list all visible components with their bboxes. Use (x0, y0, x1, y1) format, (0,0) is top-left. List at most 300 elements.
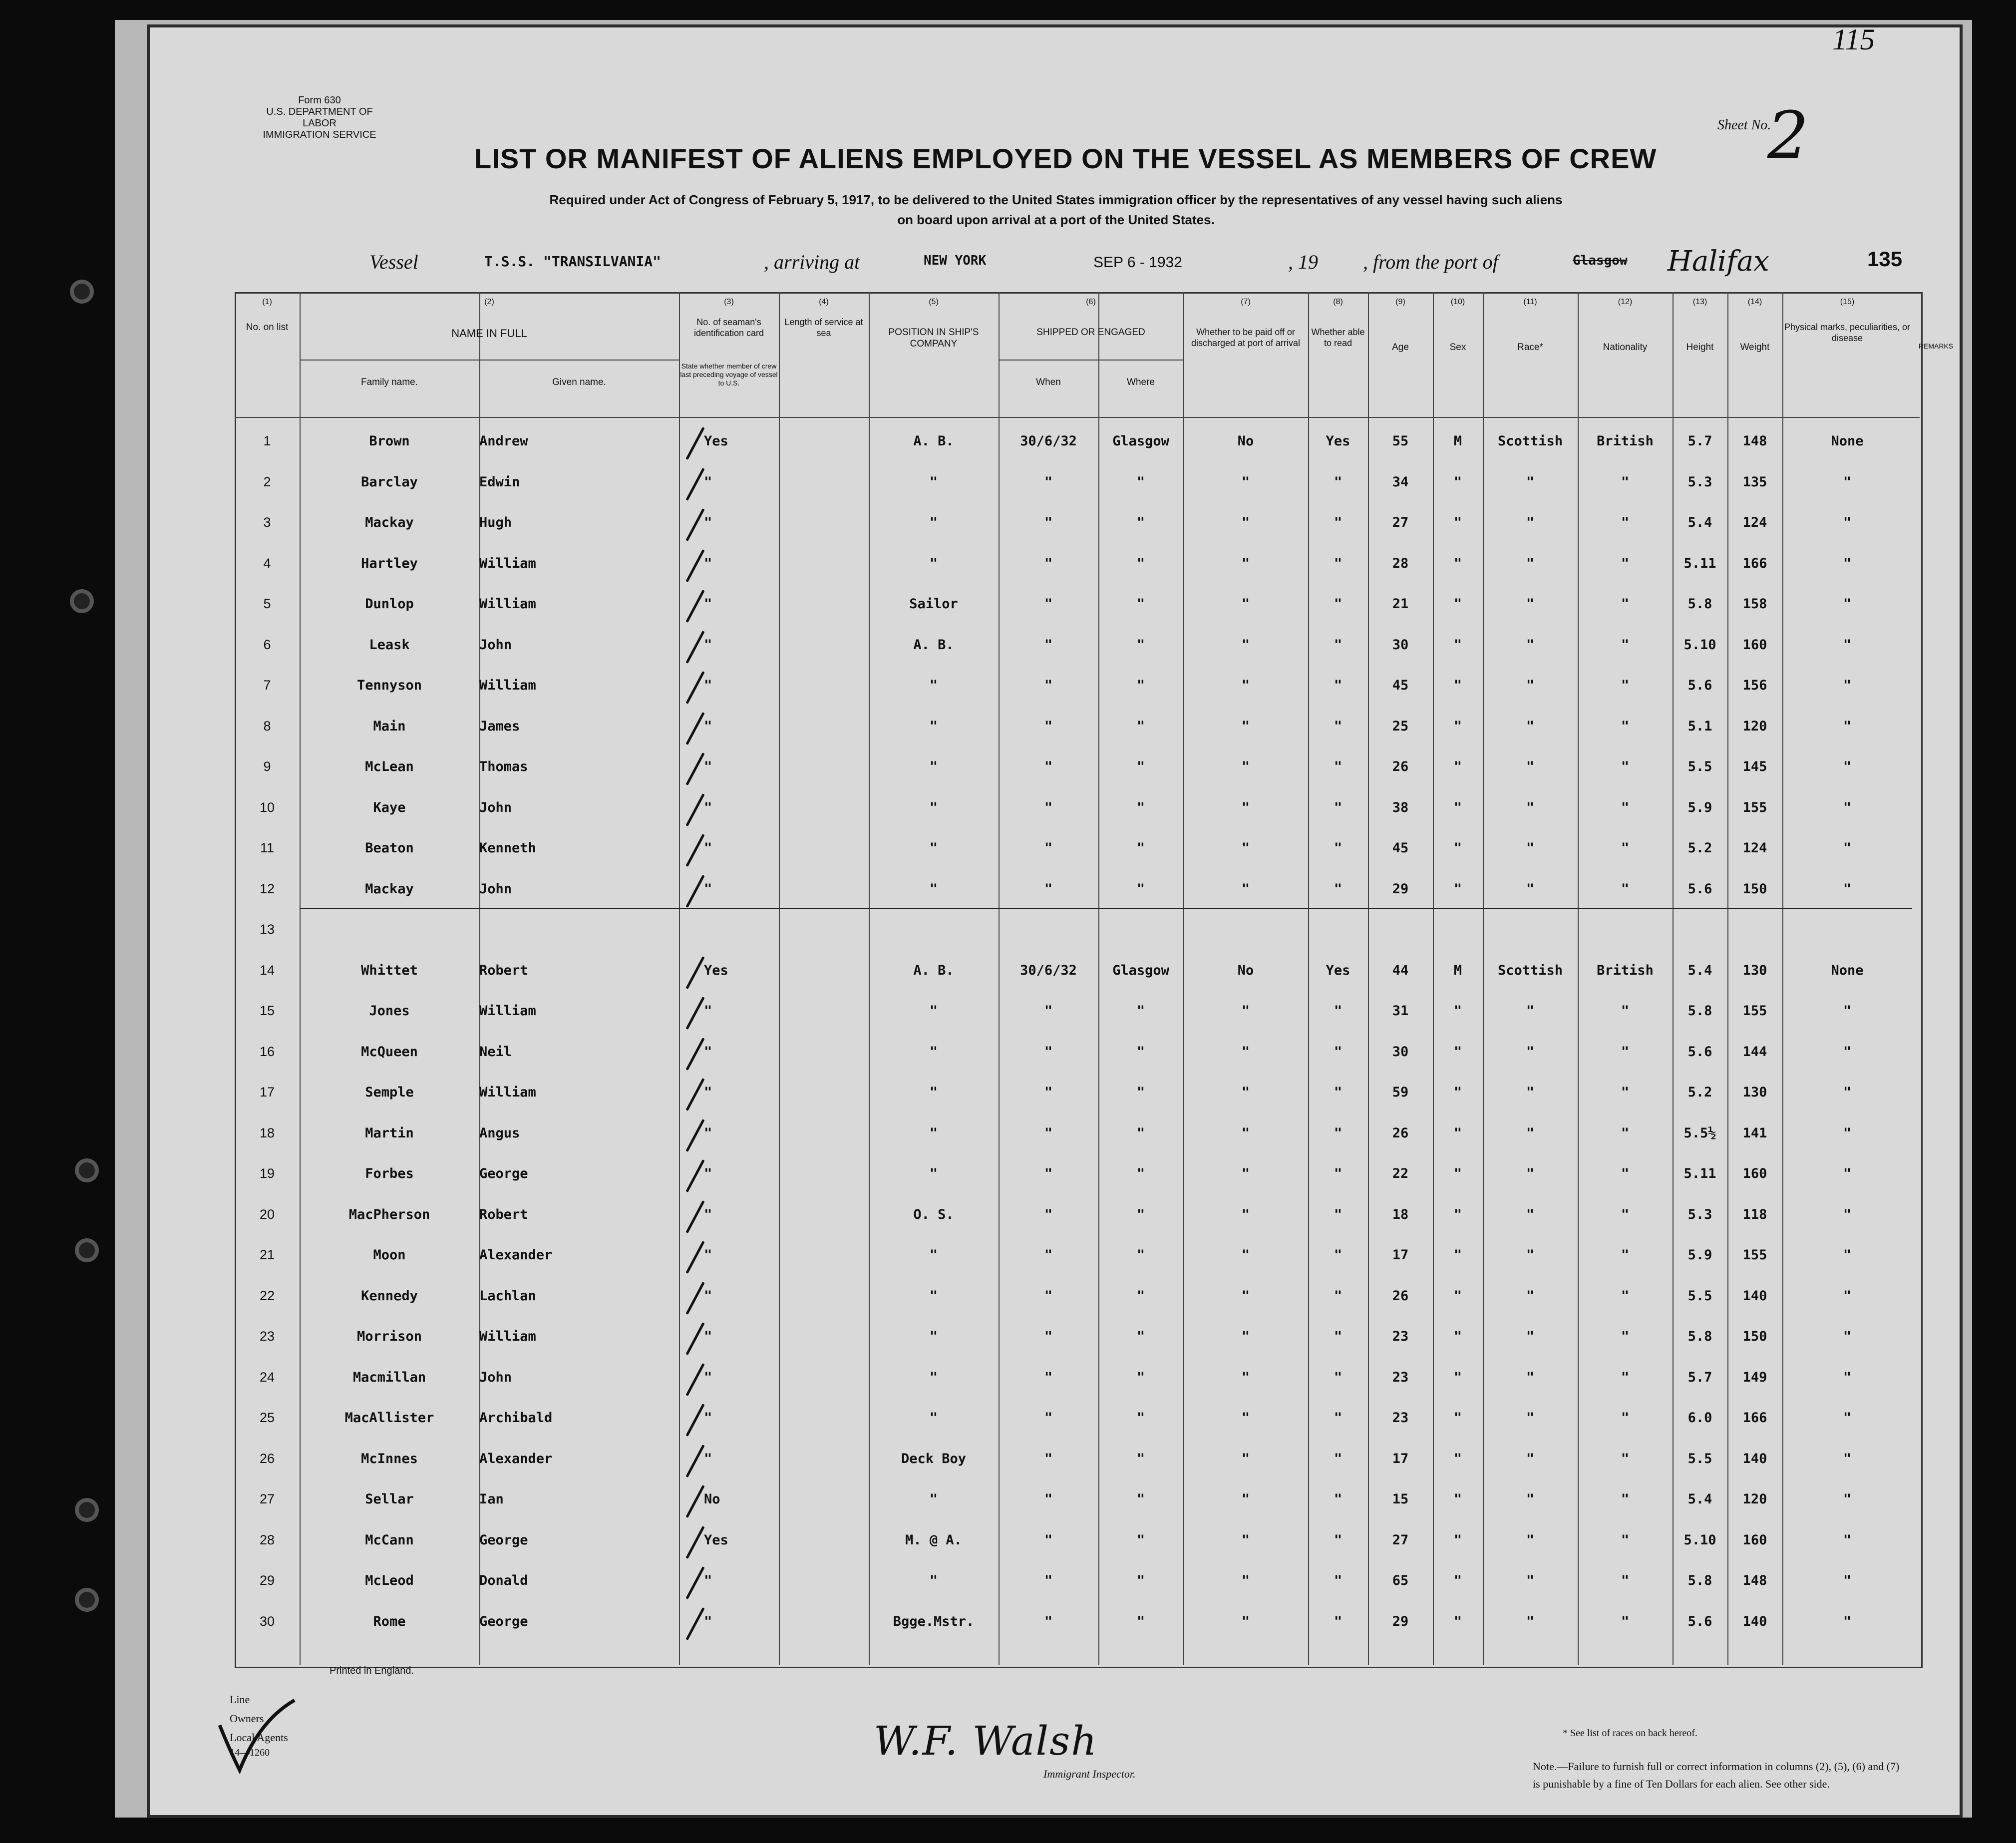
shipped-where: " (1136, 1451, 1145, 1467)
sex: " (1453, 799, 1462, 815)
race: " (1526, 840, 1535, 856)
row-number: 24 (259, 1369, 275, 1385)
shipped-where: " (1136, 1410, 1145, 1426)
height: 5.3 (1687, 474, 1712, 490)
sex: " (1453, 1491, 1462, 1507)
family-name: Sellar (365, 1491, 414, 1507)
physical-marks: " (1843, 1288, 1852, 1304)
given-name: William (479, 1085, 536, 1100)
able-to-read: " (1334, 474, 1343, 490)
col-num-5: (5) (929, 298, 939, 306)
physical-marks: " (1843, 718, 1852, 734)
id-card: " (704, 718, 712, 734)
height: 5.10 (1683, 1532, 1716, 1548)
given-name: Kenneth (479, 840, 536, 856)
weight: 120 (1742, 1491, 1767, 1507)
race: " (1526, 1410, 1535, 1426)
nationality: " (1621, 1532, 1630, 1548)
inspector-signature: W.F. Walsh (874, 1718, 1098, 1764)
given-name: George (479, 1166, 528, 1181)
family-name: McLeod (365, 1573, 414, 1588)
able-to-read: " (1334, 1288, 1343, 1304)
position: " (929, 1044, 938, 1060)
shipped-when: " (1044, 678, 1053, 693)
shipped-when: " (1044, 1125, 1053, 1141)
shipped-where: " (1136, 1288, 1145, 1304)
paid-off: " (1241, 1206, 1250, 1222)
age: 23 (1392, 1410, 1409, 1426)
id-card: Yes (704, 433, 728, 449)
agents-label: Local Agents (230, 1731, 288, 1744)
shipped-where: " (1136, 678, 1145, 693)
weight: 149 (1742, 1369, 1767, 1385)
nationality: " (1621, 718, 1630, 734)
height: 5.4 (1687, 1491, 1712, 1507)
physical-marks: " (1843, 1044, 1852, 1060)
id-card: " (704, 637, 712, 653)
position: " (929, 1410, 938, 1426)
row-number: 27 (259, 1491, 275, 1506)
paid-off: " (1241, 1044, 1250, 1060)
able-to-read: " (1334, 1044, 1343, 1060)
paid-off: " (1241, 555, 1250, 571)
physical-marks: " (1843, 1451, 1852, 1467)
able-to-read: " (1334, 596, 1343, 612)
sex: M (1453, 962, 1462, 978)
given-name: Thomas (479, 759, 528, 774)
given-name: John (479, 637, 512, 653)
weight: 155 (1742, 1247, 1767, 1263)
weight: 145 (1742, 759, 1767, 774)
form-number: Form 630 (298, 95, 341, 106)
row-number: 12 (259, 881, 275, 896)
family-name: Tennyson (356, 678, 422, 693)
race: " (1526, 759, 1535, 774)
binder-hole (75, 1158, 99, 1182)
physical-marks: " (1843, 1573, 1852, 1588)
paid-off: " (1241, 637, 1250, 653)
sex: " (1453, 840, 1462, 856)
able-to-read: " (1334, 555, 1343, 571)
col-num-12: (12) (1618, 298, 1633, 306)
shipped-when: " (1044, 1613, 1053, 1629)
age: 29 (1392, 881, 1409, 897)
weight: 120 (1742, 718, 1767, 734)
sex: " (1453, 515, 1462, 530)
col-num-3: (3) (724, 298, 734, 306)
paid-off: " (1241, 596, 1250, 612)
race: " (1526, 515, 1535, 530)
nationality: " (1621, 1491, 1630, 1507)
vessel-name: T.S.S. "TRANSILVANIA" (484, 253, 662, 270)
weight: 124 (1742, 840, 1767, 856)
given-name: Robert (479, 962, 528, 978)
position: " (929, 840, 938, 856)
col-header-height: Height (1686, 342, 1714, 353)
race: " (1526, 1491, 1535, 1507)
sex: " (1453, 718, 1462, 734)
check-mark-icon (210, 1690, 300, 1780)
family-name: Hartley (361, 555, 418, 571)
weight: 158 (1742, 596, 1767, 612)
arrival-date: SEP 6 - 1932 (1093, 254, 1182, 271)
id-card: " (704, 881, 712, 897)
row-number: 28 (259, 1532, 275, 1547)
age: 25 (1392, 718, 1409, 734)
row-number: 23 (259, 1329, 275, 1344)
given-name: William (479, 596, 536, 612)
height: 5.7 (1687, 433, 1712, 449)
physical-marks: " (1843, 1369, 1852, 1385)
paid-off: " (1241, 1369, 1250, 1385)
physical-marks: " (1843, 1491, 1852, 1507)
nationality: " (1621, 1125, 1630, 1141)
race: " (1526, 637, 1535, 653)
able-to-read: " (1334, 1085, 1343, 1100)
nationality: " (1621, 1003, 1630, 1019)
shipped-when: " (1044, 1247, 1053, 1263)
id-card: " (704, 596, 712, 612)
able-to-read: Yes (1326, 433, 1350, 449)
row-number: 26 (259, 1451, 275, 1466)
age: 59 (1392, 1085, 1409, 1100)
paid-off: " (1241, 1288, 1250, 1304)
position: " (929, 1247, 938, 1263)
inspector-label: Immigrant Inspector. (1043, 1768, 1136, 1780)
weight: 166 (1742, 1410, 1767, 1426)
age: 29 (1392, 1613, 1409, 1629)
section-divider (300, 908, 1912, 909)
able-to-read: " (1334, 1247, 1343, 1263)
physical-marks: " (1843, 1329, 1852, 1344)
race: " (1526, 596, 1535, 612)
physical-marks: " (1843, 1003, 1852, 1019)
nationality: " (1621, 1369, 1630, 1385)
weight: 160 (1742, 1532, 1767, 1548)
nationality: " (1621, 1451, 1630, 1467)
paid-off: " (1241, 799, 1250, 815)
col-num-9: (9) (1395, 298, 1405, 306)
shipped-when: " (1044, 1491, 1053, 1507)
height: 5.9 (1687, 1247, 1712, 1263)
shipped-where: Glasgow (1112, 962, 1169, 978)
sheet-label: Sheet No. (1717, 117, 1771, 133)
agents-code: 14—1260 (230, 1747, 270, 1758)
weight: 135 (1742, 474, 1767, 490)
from-port-struck: Glasgow (1573, 253, 1628, 268)
col-num-1: (1) (262, 298, 272, 306)
nationality: " (1621, 1613, 1630, 1629)
position: A. B. (913, 637, 954, 653)
height: 5.4 (1687, 515, 1712, 530)
col-header-nationality: Nationality (1603, 342, 1648, 353)
col-header-remarks: REMARKS (1918, 342, 1954, 350)
shipped-when: " (1044, 718, 1053, 734)
shipped-when: " (1044, 1166, 1053, 1181)
physical-marks: " (1843, 596, 1852, 612)
id-card: " (704, 1125, 712, 1141)
paid-off: " (1241, 1451, 1250, 1467)
id-card: " (704, 515, 712, 530)
weight: 156 (1742, 678, 1767, 693)
row-number: 5 (263, 596, 271, 611)
id-card: " (704, 1369, 712, 1385)
shipped-where: " (1136, 1125, 1145, 1141)
family-name: Dunlop (365, 596, 414, 612)
position: " (929, 474, 938, 490)
paid-off: " (1241, 1247, 1250, 1263)
sex: " (1453, 1329, 1462, 1344)
line-label: Line (230, 1693, 250, 1706)
row-number: 2 (263, 474, 271, 489)
id-card: " (704, 1613, 712, 1629)
binder-hole (70, 280, 94, 304)
nationality: British (1597, 962, 1654, 978)
height: 5.6 (1687, 1044, 1712, 1060)
position: " (929, 1166, 938, 1181)
sex: " (1453, 1003, 1462, 1019)
sex: " (1453, 1247, 1462, 1263)
age: 26 (1392, 1288, 1409, 1304)
physical-marks: " (1843, 474, 1852, 490)
race: " (1526, 1451, 1535, 1467)
physical-marks: None (1831, 962, 1864, 978)
id-card: " (704, 1288, 712, 1304)
able-to-read: " (1334, 840, 1343, 856)
race: " (1526, 555, 1535, 571)
able-to-read: " (1334, 799, 1343, 815)
shipped-where: " (1136, 1532, 1145, 1548)
col-num-10: (10) (1450, 298, 1465, 306)
age: 28 (1392, 555, 1409, 571)
nationality: British (1597, 433, 1654, 449)
col-header-card: No. of seaman's identification card (693, 317, 764, 338)
age: 45 (1392, 840, 1409, 856)
row-number: 14 (259, 962, 275, 978)
paid-off: " (1241, 515, 1250, 530)
col-num-2: (2) (484, 298, 494, 306)
nationality: " (1621, 881, 1630, 897)
given-name: Robert (479, 1206, 528, 1222)
weight: 118 (1742, 1206, 1767, 1222)
family-name: MacAllister (344, 1410, 434, 1426)
col-header-weight: Weight (1740, 342, 1770, 353)
physical-marks: " (1843, 1532, 1852, 1548)
position: " (929, 1125, 938, 1141)
able-to-read: " (1334, 515, 1343, 530)
nationality: " (1621, 515, 1630, 530)
race: " (1526, 1085, 1535, 1100)
row-number: 22 (259, 1288, 275, 1303)
age: 22 (1392, 1166, 1409, 1181)
able-to-read: " (1334, 1613, 1343, 1629)
height: 5.6 (1687, 1613, 1712, 1629)
id-card: " (704, 1003, 712, 1019)
age: 65 (1392, 1573, 1409, 1588)
row-number: 30 (259, 1613, 275, 1629)
id-card: " (704, 799, 712, 815)
shipped-where: " (1136, 759, 1145, 774)
height: 5.6 (1687, 678, 1712, 693)
row-number: 7 (263, 678, 271, 693)
shipped-when: " (1044, 1532, 1053, 1548)
race: Scottish (1497, 433, 1563, 449)
weight: 144 (1742, 1044, 1767, 1060)
nationality: " (1621, 555, 1630, 571)
height: 5.4 (1687, 962, 1712, 978)
id-card: Yes (704, 962, 728, 978)
arriving-port: NEW YORK (924, 253, 987, 268)
height: 5.5 (1687, 1451, 1712, 1467)
family-name: Leask (369, 637, 410, 653)
id-card: " (704, 1410, 712, 1426)
binder-hole (75, 1238, 99, 1262)
given-name: John (479, 881, 512, 897)
sex: " (1453, 637, 1462, 653)
shipped-where: " (1136, 637, 1145, 653)
height: 5.9 (1687, 799, 1712, 815)
weight: 130 (1742, 1085, 1767, 1100)
row-number: 3 (263, 515, 271, 530)
height: 5.8 (1687, 596, 1712, 612)
shipped-where: " (1136, 1044, 1145, 1060)
height: 6.0 (1687, 1410, 1712, 1426)
family-name: Whittet (361, 962, 418, 978)
binder-hole (70, 589, 94, 613)
sex: " (1453, 1125, 1462, 1141)
given-name: Edwin (479, 474, 520, 490)
race: " (1526, 1206, 1535, 1222)
paid-off: " (1241, 474, 1250, 490)
family-name: Kennedy (361, 1288, 418, 1304)
col-header-position: POSITION IN SHIP'S COMPANY (888, 327, 979, 349)
paid-off: " (1241, 1410, 1250, 1426)
sex: " (1453, 1613, 1462, 1629)
able-to-read: " (1334, 718, 1343, 734)
paid-off: " (1241, 1532, 1250, 1548)
position: M. @ A. (905, 1532, 962, 1548)
position: " (929, 1369, 938, 1385)
height: 5.2 (1687, 840, 1712, 856)
able-to-read: " (1334, 1166, 1343, 1181)
col-header-shipped: SHIPPED OR ENGAGED (1036, 327, 1145, 338)
able-to-read: " (1334, 1369, 1343, 1385)
service: IMMIGRATION SERVICE (263, 129, 376, 140)
department: U.S. DEPARTMENT OF LABOR (266, 106, 373, 129)
page-title: LIST OR MANIFEST OF ALIENS EMPLOYED ON THE VESSEL AS MEMBERS OF CREW (474, 143, 1657, 174)
id-card: " (704, 1451, 712, 1467)
col-num-6: (6) (1086, 298, 1096, 306)
height: 5.7 (1687, 1369, 1712, 1385)
col-num-4: (4) (819, 298, 829, 306)
given-name: Alexander (479, 1247, 553, 1263)
shipped-when: " (1044, 799, 1053, 815)
height: 5.5½ (1683, 1125, 1716, 1141)
from-port-handwritten: Halifax (1668, 245, 1769, 278)
race: " (1526, 1369, 1535, 1385)
family-name: Beaton (365, 840, 414, 856)
paid-off: " (1241, 1085, 1250, 1100)
height: 5.8 (1687, 1003, 1712, 1019)
family-name: McInnes (361, 1451, 418, 1467)
race: " (1526, 1125, 1535, 1141)
able-to-read: " (1334, 1532, 1343, 1548)
nationality: " (1621, 1206, 1630, 1222)
shipped-when: " (1044, 1451, 1053, 1467)
shipped-when: " (1044, 1003, 1053, 1019)
id-card: " (704, 1206, 712, 1222)
physical-marks: " (1843, 1410, 1852, 1426)
able-to-read: " (1334, 1573, 1343, 1588)
shipped-when: " (1044, 881, 1053, 897)
race: " (1526, 1288, 1535, 1304)
height: 5.1 (1687, 718, 1712, 734)
physical-marks: " (1843, 1613, 1852, 1629)
shipped-when: " (1044, 759, 1053, 774)
race: " (1526, 1532, 1535, 1548)
fine-note-2: is punishable by a fine of Ten Dollars for each alien. See other side. (1533, 1778, 1830, 1790)
shipped-when: " (1044, 1410, 1053, 1426)
row-number: 29 (259, 1573, 275, 1588)
id-card: " (704, 1166, 712, 1181)
id-card: " (704, 1247, 712, 1263)
shipped-where: " (1136, 1003, 1145, 1019)
physical-marks: " (1843, 759, 1852, 774)
shipped-where: " (1136, 1166, 1145, 1181)
position: " (929, 1329, 938, 1344)
shipped-where: " (1136, 1369, 1145, 1385)
id-card: " (704, 1085, 712, 1100)
weight: 150 (1742, 881, 1767, 897)
id-card: No (704, 1491, 720, 1507)
printed-note: Printed in England. (330, 1665, 414, 1676)
position: " (929, 1085, 938, 1100)
row-number: 13 (259, 922, 275, 937)
physical-marks: " (1843, 799, 1852, 815)
family-name: Brown (369, 433, 410, 449)
col-num-11: (11) (1523, 298, 1537, 306)
weight: 141 (1742, 1125, 1767, 1141)
sex: " (1453, 1369, 1462, 1385)
weight: 124 (1742, 515, 1767, 530)
nationality: " (1621, 637, 1630, 653)
shipped-where: Glasgow (1112, 433, 1169, 449)
stamp-number: 115 (1832, 23, 1875, 56)
nationality: " (1621, 1410, 1630, 1426)
age: 34 (1392, 474, 1409, 490)
weight: 155 (1742, 799, 1767, 815)
col-num-13: (13) (1692, 298, 1707, 306)
given-name: John (479, 799, 512, 815)
race: " (1526, 474, 1535, 490)
id-card: " (704, 1329, 712, 1344)
height: 5.5 (1687, 1288, 1712, 1304)
height: 5.10 (1683, 637, 1716, 653)
shipped-when: " (1044, 474, 1053, 490)
sex: " (1453, 881, 1462, 897)
sex: " (1453, 678, 1462, 693)
sex: " (1453, 555, 1462, 571)
col-header-read: Whether able to read (1311, 327, 1365, 348)
manifest-sheet (150, 23, 1960, 1815)
able-to-read: " (1334, 1329, 1343, 1344)
sheet-number: 2 (1767, 97, 1809, 173)
height: 5.8 (1687, 1329, 1712, 1344)
id-card: " (704, 840, 712, 856)
col-header-sex: Sex (1449, 342, 1466, 353)
given-name: George (479, 1532, 528, 1548)
paid-off: " (1241, 1125, 1250, 1141)
